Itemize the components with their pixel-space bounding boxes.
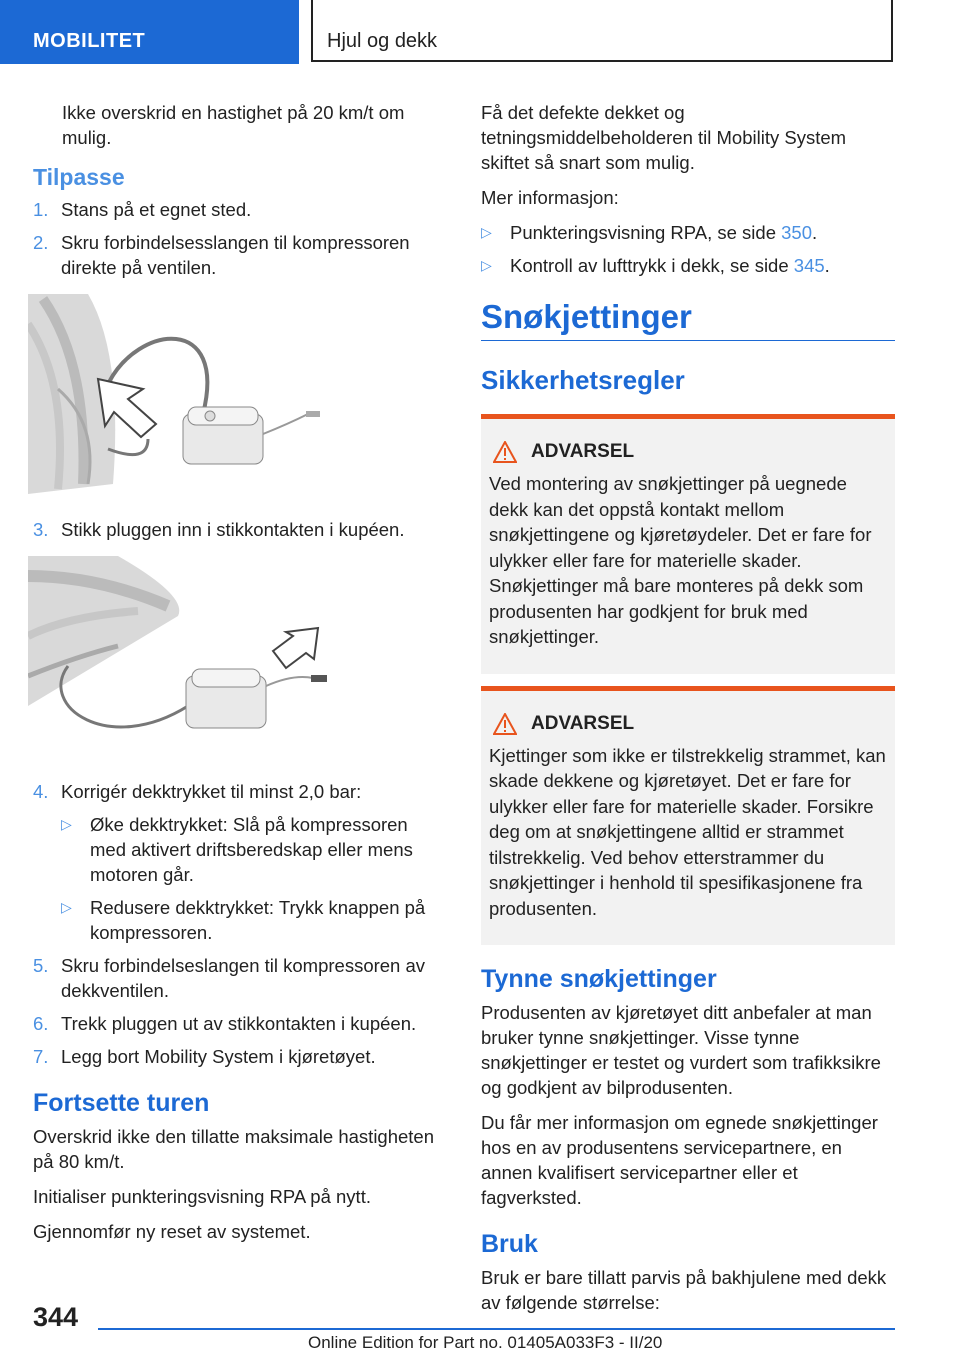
- link-rpa[interactable]: ▷ Punkteringsvisning RPA, se side 350.: [481, 222, 818, 243]
- triangle-bullet-icon: ▷: [481, 257, 492, 273]
- heading-continue: Fortsette turen: [33, 1089, 210, 1117]
- replace-paragraph: Få det defekte dekket og tetningsmiddelbeholderen til Mobility System skiftet så snart som mulig.: [481, 102, 847, 173]
- section-label: MOBILITET: [33, 30, 146, 52]
- continue-paragraph-3: Gjennomfør ny reset av systemet.: [33, 1221, 311, 1242]
- right-column: [481, 100, 895, 1325]
- figure-plug-socket: [28, 556, 328, 756]
- heading-adjust: Tilpasse: [33, 164, 125, 190]
- more-info-label: Mer informasjon:: [481, 187, 619, 208]
- intro-paragraph: Ikke overskrid en hastighet på 20 km/t om mulig.: [62, 102, 405, 148]
- step-4: 4. Korrigér dekktrykket til minst 2,0 bar: ▷ Øke dekktrykket: Slå på kompressoren med aktivert driftsberedskap eller mens motoren går. ▷ Redusere dekktrykket: Trykk knappen på kompressoren.: [33, 779, 445, 945]
- warning-title: ADVARSEL: [531, 712, 635, 734]
- left-column: [33, 100, 445, 1254]
- figure-hose-on-valve: [28, 294, 328, 494]
- footer-divider: [98, 1328, 895, 1330]
- warning-box-2: [481, 686, 895, 946]
- continue-paragraph-1: Overskrid ikke den tillatte maksimale hastigheten på 80 km/t.: [33, 1126, 435, 1172]
- warning-box-1: [481, 414, 895, 674]
- warning-triangle-icon: [493, 713, 517, 735]
- substep-decrease: ▷ Redusere dekktrykket: Trykk knappen på kompressoren.: [61, 897, 426, 943]
- substep-increase: ▷ Øke dekktrykket: Slå på kompressoren med aktivert driftsberedskap eller mens motoren går.: [61, 814, 413, 885]
- step-5: 5. Skru forbindelseslangen til kompressoren av dekkventilen.: [33, 955, 426, 1001]
- more-info-list: [481, 220, 895, 278]
- heading-thin-chains: Tynne snøkjettinger: [481, 965, 717, 993]
- triangle-bullet-icon: ▷: [481, 224, 492, 240]
- step-2: 2. Skru forbindelsesslangen til kompressoren direkte på ventilen.: [33, 232, 410, 278]
- step-4-substeps: [61, 812, 445, 945]
- triangle-bullet-icon: ▷: [61, 816, 72, 832]
- heading-safety-rules: Sikkerhetsregler: [481, 365, 685, 395]
- warning-triangle-icon: [493, 441, 517, 463]
- page-link-345: 345: [793, 255, 825, 276]
- step-1: 1. Stans på et egnet sted.: [33, 199, 252, 220]
- adjust-steps-cont: [33, 517, 445, 542]
- adjust-steps-cont2: [33, 779, 445, 1069]
- heading-use: Bruk: [481, 1230, 538, 1258]
- chapter-label: Hjul og dekk: [327, 30, 438, 52]
- heading-snow-chains: Snøkjettinger: [481, 298, 895, 341]
- chapter-tab: [311, 0, 893, 62]
- step-3: 3. Stikk pluggen inn i stikkontakten i kupéen.: [33, 519, 405, 540]
- page-number: 344: [33, 1302, 79, 1332]
- edition-text: Online Edition for Part no. 01405A033F3 - II/20: [308, 1333, 663, 1352]
- link-tire-pressure[interactable]: ▷ Kontroll av lufttrykk i dekk, se side 345.: [481, 255, 830, 276]
- use-paragraph: Bruk er bare tillatt parvis på bakhjulene med dekk av følgende størrelse:: [481, 1267, 887, 1313]
- adjust-steps: [33, 197, 445, 280]
- warning-text: Kjettinger som ikke er tilstrekkelig strammet, kan skade dekkene og kjøretøyet. Det er fare for ulykker eller fare for materielle skader. Forsikre deg om at snøkjettingene alltid er strammet tilstrekkelig. Ved behov etterstrammer du snøkjettinger i henhold til spesifikasjonene fra produsenten.: [489, 744, 886, 919]
- warning-text: Ved montering av snøkjettinger på uegnede dekk kan det oppstå kontakt mellom snøkjettingene og kjøretøydeler. Det er fare for ulykker eller fare for materielle skader. Snøkjettinger må bare monteres på dekk som produsenten har godkjent for bruk med snøkjettinger.: [489, 473, 872, 647]
- step-6: 6. Trekk pluggen ut av stikkontakten i kupéen.: [33, 1013, 417, 1034]
- section-tab: [0, 0, 299, 64]
- warning-title: ADVARSEL: [531, 441, 635, 462]
- continue-paragraph-2: Initialiser punkteringsvisning RPA på nytt.: [33, 1186, 371, 1207]
- page-link-350: 350: [781, 222, 812, 243]
- triangle-bullet-icon: ▷: [61, 899, 72, 915]
- step-7: 7. Legg bort Mobility System i kjøretøyet.: [33, 1046, 376, 1067]
- thin-paragraph-2: Du får mer informasjon om egnede snøkjettinger hos en av produsentens servicepartnere, en annen kvalifisert servicepartner eller et fagverksted.: [481, 1112, 878, 1208]
- thin-paragraph-1: Produsenten av kjøretøyet ditt anbefaler at man bruker tynne snøkjettinger. Visse tynne snøkjettinger er testet og vurdert som trafikksikre og godkjent av bilprodusenten.: [481, 1002, 881, 1098]
